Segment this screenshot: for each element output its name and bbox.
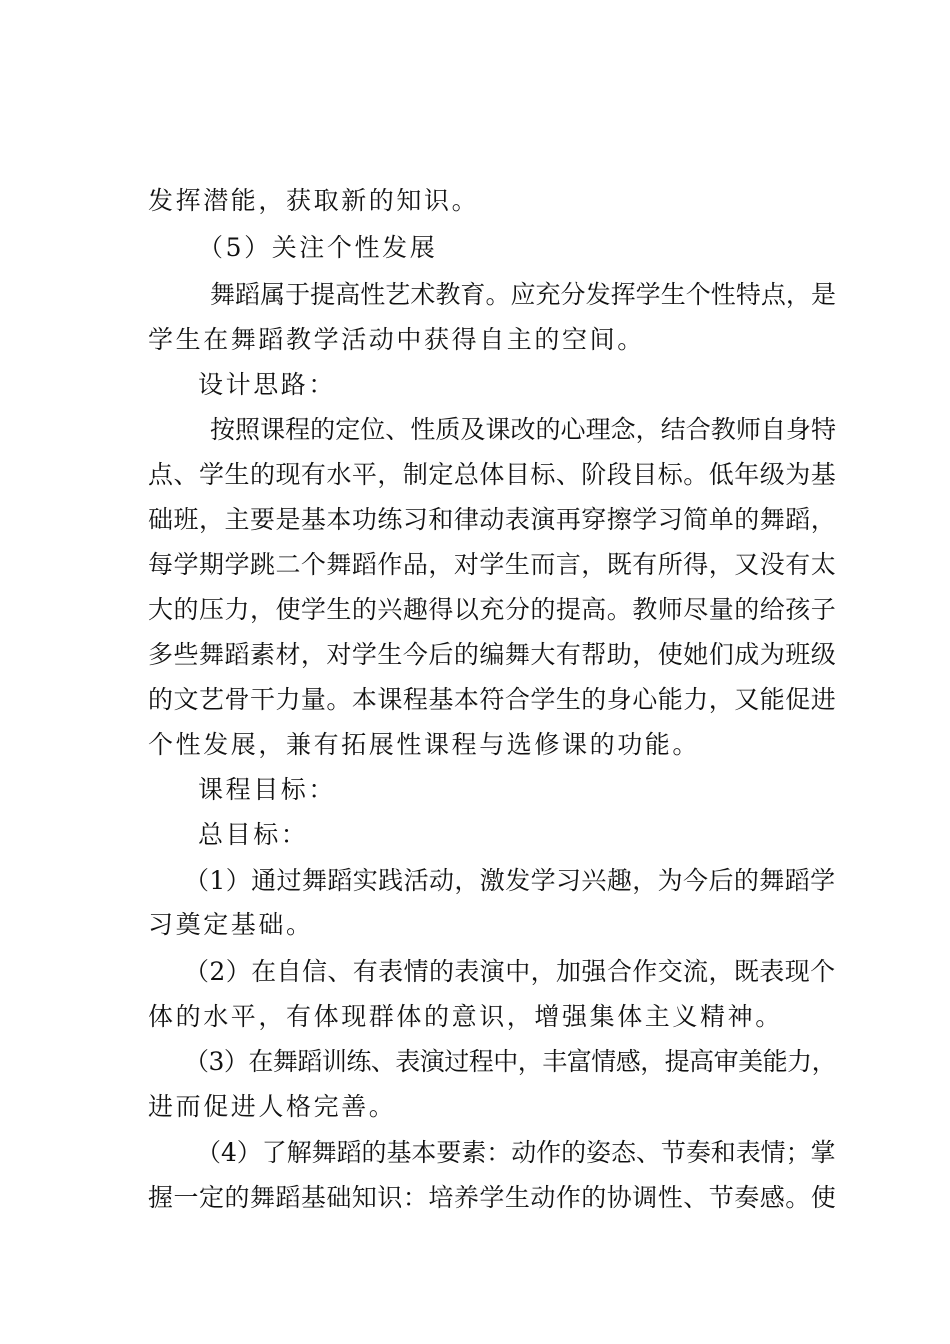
text-line-19: 体的水平，有体现群体的意识，增强集体主义精神。 bbox=[148, 1002, 783, 1031]
text-line-21: 进而促进人格完善。 bbox=[148, 1092, 397, 1121]
text-line-1: 发挥潜能，获取新的知识。 bbox=[148, 186, 480, 215]
text-line-18: （2）在自信、有表情的表演中，加强合作交流，既表现个 bbox=[184, 957, 836, 986]
text-line-4: 学生在舞蹈教学活动中获得自主的空间。 bbox=[148, 325, 645, 354]
text-line-11: 多些舞蹈素材，对学生今后的编舞大有帮助，使她们成为班级 bbox=[148, 640, 837, 669]
text-line-17: 习奠定基础。 bbox=[148, 910, 314, 939]
text-line-7: 点、学生的现有水平，制定总体目标、阶段目标。低年级为基 bbox=[148, 460, 837, 489]
text-line-3: 舞蹈属于提高性艺术教育。应充分发挥学生个性特点，是 bbox=[210, 280, 837, 309]
text-line-12: 的文艺骨干力量。本课程基本符合学生的身心能力，又能促进 bbox=[148, 685, 837, 714]
text-line-10: 大的压力，使学生的兴趣得以充分的提高。教师尽量的给孩子 bbox=[148, 595, 837, 624]
text-line-15: 总目标： bbox=[198, 820, 309, 849]
text-line-14: 课程目标： bbox=[198, 775, 337, 804]
text-line-5: 设计思路： bbox=[198, 370, 337, 399]
text-line-6: 按照课程的定位、性质及课改的心理念，结合教师自身特 bbox=[210, 415, 837, 444]
text-line-2: （5）关注个性发展 bbox=[198, 233, 438, 262]
text-line-23: 握一定的舞蹈基础知识：培养学生动作的协调性、节奏感。使 bbox=[148, 1183, 837, 1212]
text-line-8: 础班，主要是基本功练习和律动表演再穿擦学习简单的舞蹈， bbox=[148, 505, 837, 534]
text-line-13: 个性发展，兼有拓展性课程与选修课的功能。 bbox=[148, 730, 701, 759]
text-line-16: （1）通过舞蹈实践活动，激发学习兴趣，为今后的舞蹈学 bbox=[184, 866, 836, 895]
text-line-22: （4）了解舞蹈的基本要素：动作的姿态、节奏和表情；掌 bbox=[196, 1138, 836, 1167]
text-line-9: 每学期学跳二个舞蹈作品，对学生而言，既有所得，又没有太 bbox=[148, 550, 837, 579]
text-line-20: （3）在舞蹈训练、表演过程中，丰富情感，提高审美能力， bbox=[184, 1047, 837, 1076]
